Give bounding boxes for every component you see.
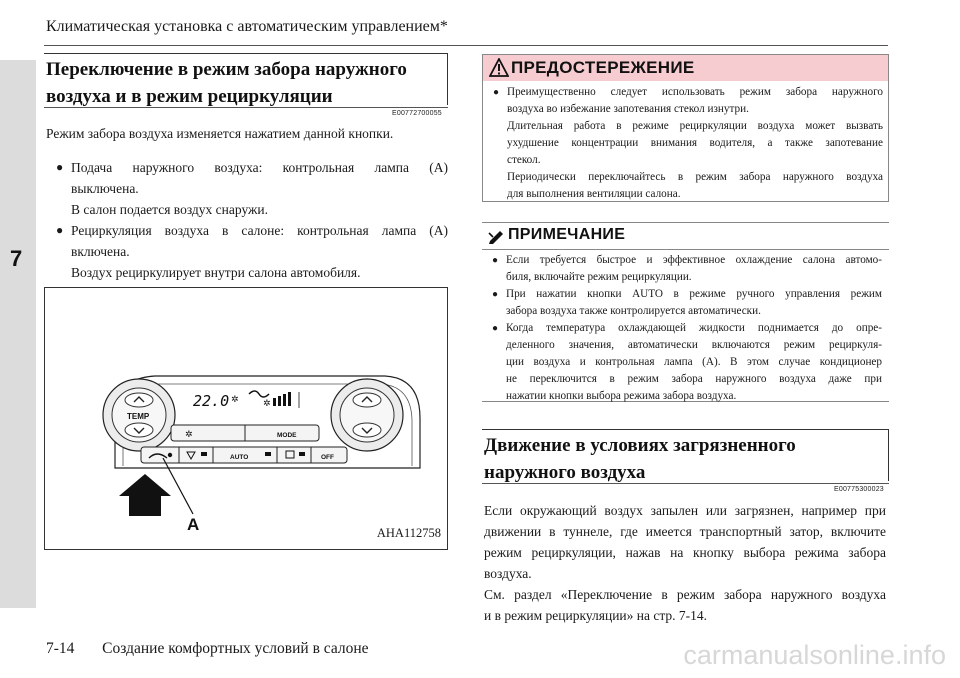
note-line: забора воздуха также контролируется автоматически.: [506, 305, 761, 317]
paragraph-line: См. раздел «Переключение в режим забора наружного воздуха: [484, 587, 886, 602]
bullet-icon: ●: [492, 289, 499, 300]
climate-panel-illustration: [45, 288, 447, 549]
bullet-line: включена.: [71, 244, 130, 259]
bullet-list: [56, 157, 448, 283]
paragraph-line: Если окружающий воздух запылен или загрязнен, например при: [484, 503, 886, 518]
callout-label: A: [187, 515, 200, 534]
mode-label: MODE: [277, 432, 297, 439]
note-pencil-icon: [488, 227, 506, 245]
warning-line: для выполнения вентиляции салона.: [507, 188, 681, 200]
warning-line: Периодически переключайтесь в режим забора наружного воздуха: [507, 171, 883, 183]
section-top-rule: [482, 429, 889, 430]
right-paragraph: [484, 500, 886, 626]
bullet-icon: ●: [56, 160, 64, 174]
warning-line: ухудшение концентрации внимания водителя, а также запотевание: [507, 137, 883, 149]
warning-title: ПРЕДОСТЕРЕЖЕНИЕ: [511, 58, 695, 77]
note-line: деленного значения, автоматически включаются режим рециркуля-: [506, 339, 882, 351]
display-temperature: 22.0: [193, 392, 230, 410]
note-header-divider: [482, 249, 889, 250]
note-line: При нажатии кнопки AUTO в режиме ручного управления режим: [506, 288, 882, 300]
temp-label: TEMP: [127, 412, 150, 421]
footer-chapter-title: Создание комфортных условий в салоне: [102, 640, 369, 657]
section-title-line: наружного воздуха: [484, 462, 646, 483]
note-line: не переключится в режим забора наружного воздуха даже при: [506, 373, 882, 385]
section-title-line: Движение в условиях загрязненного: [484, 435, 796, 456]
callout-arrow-icon: [119, 474, 171, 516]
off-label: OFF: [321, 454, 334, 461]
auto-label: AUTO: [230, 454, 249, 461]
section-title: [46, 56, 407, 110]
warning-line: воздуха во избежание запотевания стекол изнутри.: [507, 103, 749, 115]
section-title-line: воздуха и в режим рециркуляции: [46, 86, 333, 107]
note-body: [492, 252, 882, 405]
section-code: E00772700055: [392, 110, 442, 117]
list-item: [492, 252, 882, 286]
svg-text:✲: ✲: [263, 399, 271, 409]
bullet-icon: ●: [493, 87, 500, 98]
list-item: [492, 286, 882, 320]
note-line: ции воздуха и контрольная лампа (A). В этом случае кондиционер: [506, 356, 882, 368]
bullet-line: Воздух рециркулирует внутри салона автомобиля.: [71, 265, 361, 280]
section-title-underline: [44, 107, 448, 108]
bullet-line: Рециркуляция воздуха в салоне: контрольная лампа (A): [71, 223, 448, 238]
warning-line: Преимущественно следует использовать режим забора наружного: [507, 86, 883, 98]
warning-line: Длительная работа в режиме рециркуляции воздуха может вызвать: [507, 120, 883, 132]
list-item: [493, 84, 883, 203]
note-line: Когда температура охлаждающей жидкости поднимается до опре-: [506, 322, 882, 334]
section-title-underline: [482, 483, 889, 484]
svg-text:✲: ✲: [185, 430, 193, 440]
paragraph-line: и в режим рециркуляции» на стр. 7-14.: [484, 608, 708, 623]
chapter-tab: [0, 60, 36, 608]
page-header-title: Климатическая установка с автоматическим управлением*: [46, 18, 448, 35]
warning-header: [483, 55, 888, 81]
chapter-number: 7: [10, 246, 23, 271]
section-title-line: Переключение в режим забора наружного: [46, 59, 407, 80]
warning-line: стекол.: [507, 154, 541, 166]
note-title: ПРИМЕЧАНИЕ: [508, 226, 626, 243]
warning-triangle-icon: [489, 58, 509, 77]
bullet-icon: ●: [492, 255, 499, 266]
figure-code: AHA112758: [376, 526, 441, 540]
bullet-line: В салон подается воздух снаружи.: [71, 202, 268, 217]
section-code: E00775300023: [834, 486, 884, 493]
bullet-line: выключена.: [71, 181, 139, 196]
page-number: 7-14: [46, 640, 75, 657]
climate-panel-figure: [44, 287, 448, 550]
list-item: [56, 157, 448, 220]
header-divider: [44, 45, 888, 46]
list-item: [492, 320, 882, 405]
bullet-icon: ●: [492, 323, 499, 334]
bullet-line: Подача наружного воздуха: контрольная лампа (A): [71, 160, 448, 175]
note-line: нажатии кнопки выбора режима забора воздуха.: [506, 390, 737, 402]
paragraph-line: движении в туннеле, где имеется транспортный затор, включите: [484, 524, 886, 539]
section-title: [484, 432, 796, 486]
page-footer: [46, 640, 369, 658]
note-line: Если требуется быстрое и эффективное охлаждение салона автомо-: [506, 254, 882, 266]
warning-box: [482, 54, 889, 202]
svg-text:✲: ✲: [231, 395, 239, 405]
list-item: [56, 220, 448, 283]
section-side-rule: [447, 53, 448, 105]
watermark: carmanualsonline.info: [683, 640, 946, 670]
section-top-rule: [44, 53, 448, 54]
note-line: биля, включайте режим рециркуляции.: [506, 271, 692, 283]
note-box: [482, 222, 889, 402]
warning-body: [493, 84, 883, 203]
bullet-icon: ●: [56, 223, 64, 237]
section-side-rule: [888, 429, 889, 481]
paragraph-line: режим рециркуляции, нажав на кнопку выбора режима забора: [484, 545, 886, 560]
intro-paragraph: Режим забора воздуха изменяется нажатием данной кнопки.: [46, 126, 394, 141]
paragraph-line: воздуха.: [484, 566, 532, 581]
